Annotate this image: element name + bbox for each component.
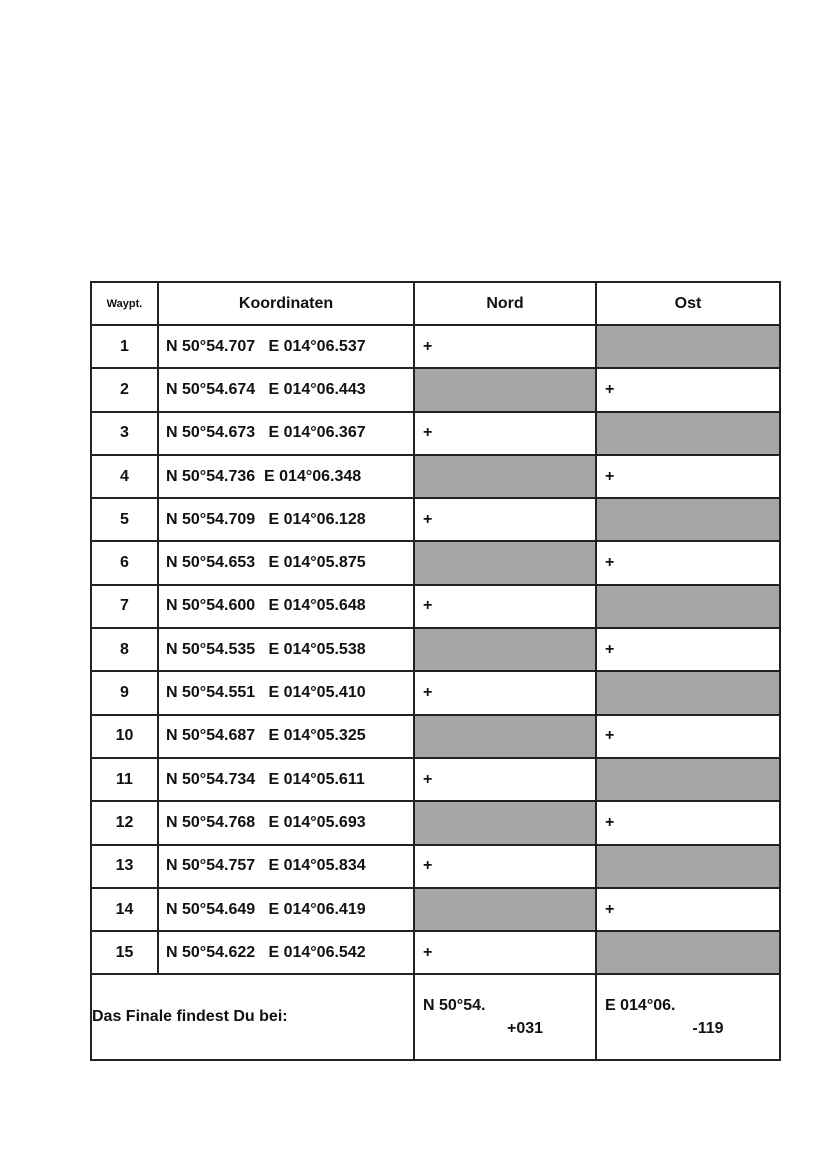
waypoint-table — [90, 281, 781, 1061]
east-shaded-cell — [596, 585, 780, 628]
north-sign-cell: + — [414, 845, 596, 888]
east-sign-cell: + — [596, 628, 780, 671]
table-row — [91, 801, 780, 844]
east-shaded-cell — [596, 412, 780, 455]
north-sign-cell: + — [414, 412, 596, 455]
north-sign-cell: + — [414, 671, 596, 714]
waypoint-number: 2 — [91, 368, 158, 411]
header-waypoint: Waypt. — [91, 282, 158, 325]
table-row — [91, 325, 780, 368]
waypoint-number: 12 — [91, 801, 158, 844]
waypoint-number: 9 — [91, 671, 158, 714]
waypoint-coordinates: N 50°54.551 E 014°05.410 — [158, 671, 414, 714]
east-shaded-cell — [596, 758, 780, 801]
final-east-cell — [596, 974, 780, 1060]
east-sign-cell: + — [596, 715, 780, 758]
east-sign-cell: + — [596, 888, 780, 931]
waypoint-number: 5 — [91, 498, 158, 541]
waypoint-number: 13 — [91, 845, 158, 888]
east-shaded-cell — [596, 845, 780, 888]
waypoint-coordinates: N 50°54.757 E 014°05.834 — [158, 845, 414, 888]
north-shaded-cell — [414, 628, 596, 671]
waypoint-coordinates: N 50°54.768 E 014°05.693 — [158, 801, 414, 844]
north-shaded-cell — [414, 368, 596, 411]
east-sign-cell: + — [596, 541, 780, 584]
waypoint-coordinates: N 50°54.674 E 014°06.443 — [158, 368, 414, 411]
final-row — [91, 974, 780, 1060]
north-sign-cell: + — [414, 585, 596, 628]
final-north-cell — [414, 974, 596, 1060]
waypoint-number: 15 — [91, 931, 158, 974]
table-row — [91, 628, 780, 671]
table-row — [91, 671, 780, 714]
final-label: Das Finale findest Du bei: — [91, 974, 414, 1060]
table-row — [91, 498, 780, 541]
table-row — [91, 455, 780, 498]
table-row — [91, 368, 780, 411]
table-row — [91, 888, 780, 931]
waypoint-rows — [91, 325, 780, 974]
table-row — [91, 758, 780, 801]
north-shaded-cell — [414, 541, 596, 584]
east-sign-cell: + — [596, 455, 780, 498]
waypoint-coordinates: N 50°54.673 E 014°06.367 — [158, 412, 414, 455]
waypoint-coordinates: N 50°54.736 E 014°06.348 — [158, 455, 414, 498]
waypoint-coordinates: N 50°54.653 E 014°05.875 — [158, 541, 414, 584]
north-sign-cell: + — [414, 931, 596, 974]
waypoint-number: 7 — [91, 585, 158, 628]
east-sign-cell: + — [596, 368, 780, 411]
east-sign-cell: + — [596, 801, 780, 844]
waypoint-number: 10 — [91, 715, 158, 758]
waypoint-number: 14 — [91, 888, 158, 931]
final-east-prefix: E 014°06. — [605, 997, 676, 1015]
waypoint-number: 11 — [91, 758, 158, 801]
final-east-offset: -119 — [692, 1020, 724, 1038]
east-shaded-cell — [596, 671, 780, 714]
header-north: Nord — [414, 282, 596, 325]
waypoint-coordinates: N 50°54.734 E 014°05.611 — [158, 758, 414, 801]
north-shaded-cell — [414, 801, 596, 844]
table-row — [91, 585, 780, 628]
table-row — [91, 845, 780, 888]
waypoint-coordinates: N 50°54.600 E 014°05.648 — [158, 585, 414, 628]
north-sign-cell: + — [414, 498, 596, 541]
final-north-prefix: N 50°54. — [423, 997, 486, 1015]
waypoint-coordinates: N 50°54.687 E 014°05.325 — [158, 715, 414, 758]
north-shaded-cell — [414, 455, 596, 498]
header-coordinates: Koordinaten — [158, 282, 414, 325]
waypoint-number: 8 — [91, 628, 158, 671]
waypoint-coordinates: N 50°54.535 E 014°05.538 — [158, 628, 414, 671]
table-row — [91, 541, 780, 584]
north-shaded-cell — [414, 888, 596, 931]
final-north-offset: +031 — [506, 1020, 544, 1038]
table-row — [91, 412, 780, 455]
east-shaded-cell — [596, 498, 780, 541]
waypoint-coordinates: N 50°54.622 E 014°06.542 — [158, 931, 414, 974]
table-row — [91, 931, 780, 974]
header-east: Ost — [596, 282, 780, 325]
waypoint-number: 3 — [91, 412, 158, 455]
north-sign-cell: + — [414, 325, 596, 368]
waypoint-number: 1 — [91, 325, 158, 368]
north-shaded-cell — [414, 715, 596, 758]
east-shaded-cell — [596, 931, 780, 974]
waypoint-coordinates: N 50°54.709 E 014°06.128 — [158, 498, 414, 541]
waypoint-number: 6 — [91, 541, 158, 584]
east-shaded-cell — [596, 325, 780, 368]
north-sign-cell: + — [414, 758, 596, 801]
waypoint-number: 4 — [91, 455, 158, 498]
waypoint-coordinates: N 50°54.707 E 014°06.537 — [158, 325, 414, 368]
waypoint-coordinates: N 50°54.649 E 014°06.419 — [158, 888, 414, 931]
table-row — [91, 715, 780, 758]
header-row — [91, 282, 780, 325]
